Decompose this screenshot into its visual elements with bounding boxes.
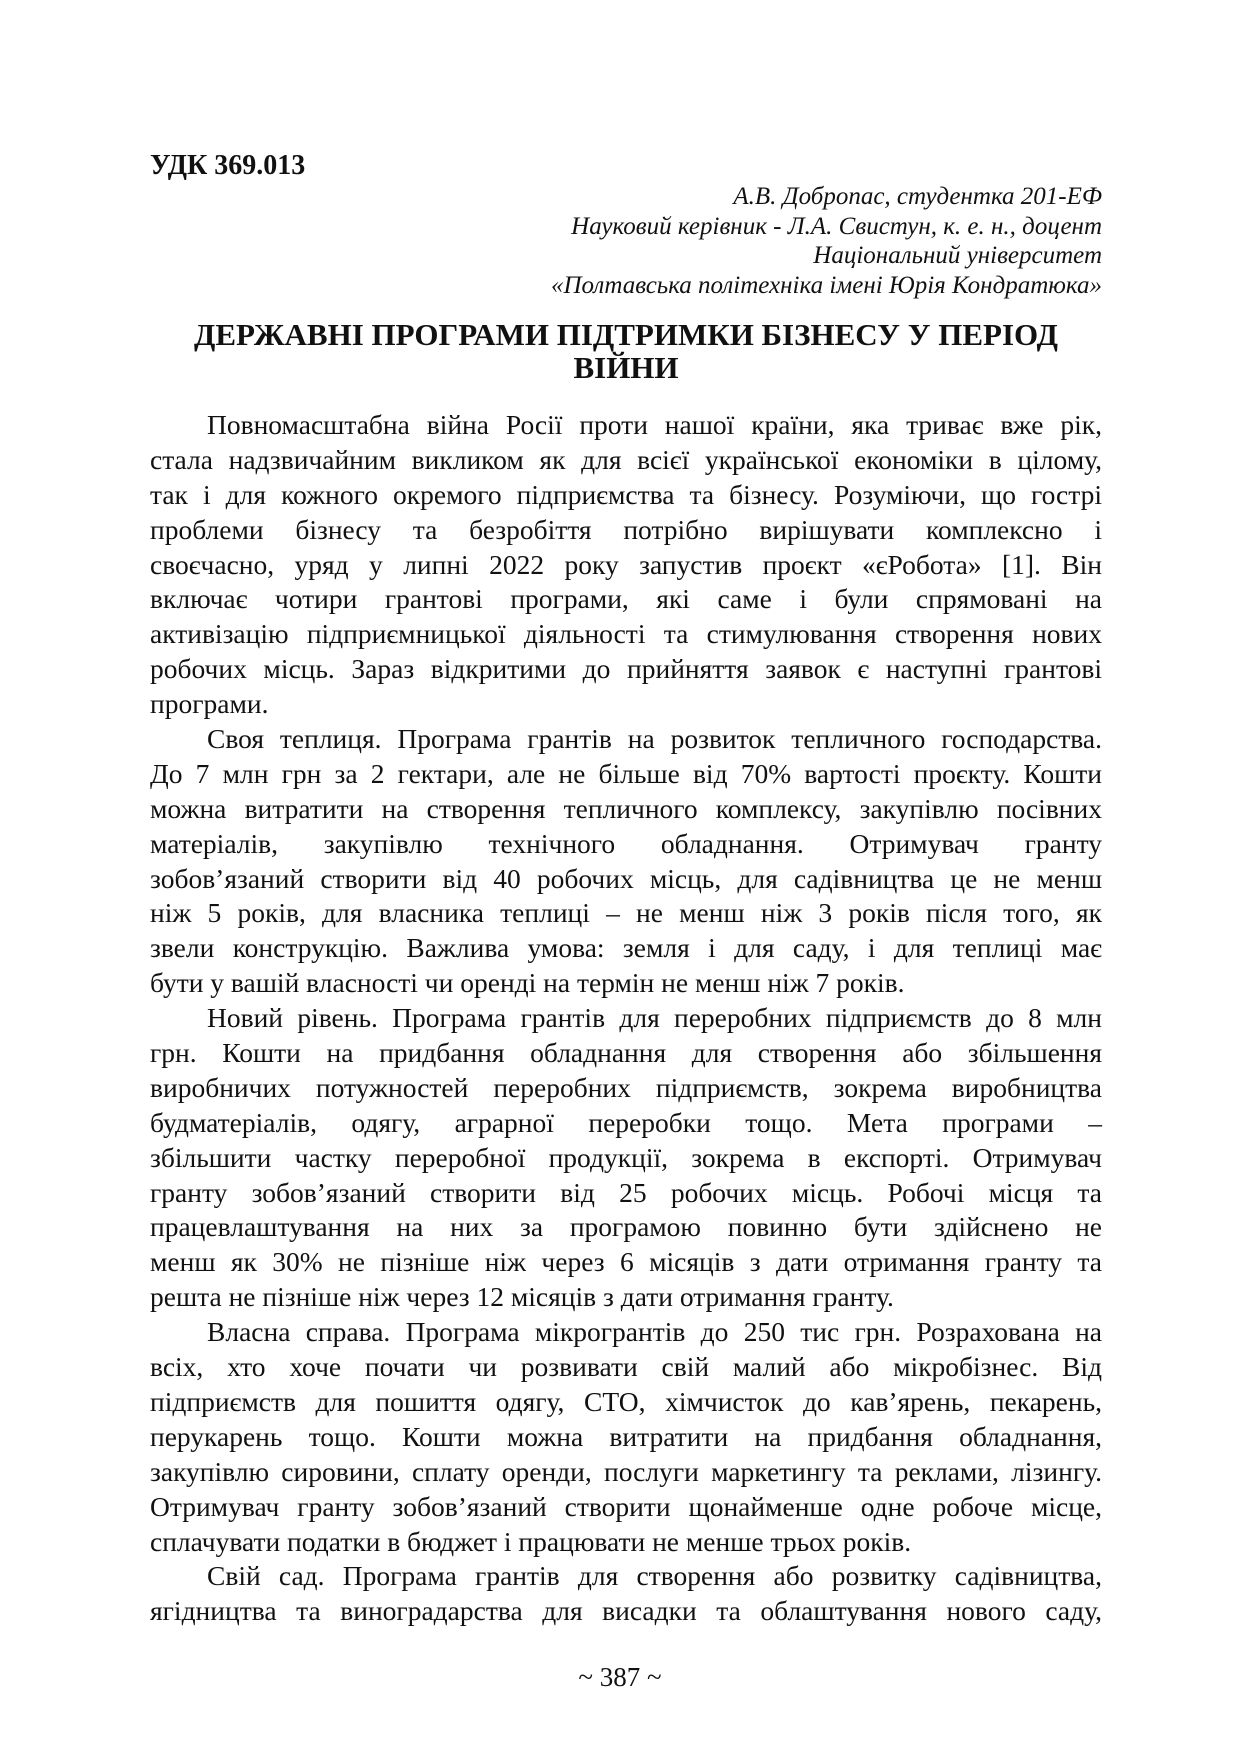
article-title — [150, 318, 1102, 384]
text-line: Новий рівень. Програма грантів для переробних підприємств до 8 млн — [207, 1002, 1102, 1034]
text-line: працевлаштування на них за програмою повинно бути здійснено не — [150, 1211, 1102, 1243]
text-line: грн. Кошти на придбання обладнання для створення або збільшення — [150, 1037, 1102, 1069]
page-number: ~ 387 ~ — [578, 1662, 662, 1692]
author-block — [551, 182, 1102, 300]
text-line: своєчасно, уряд у липні 2022 року запустив проєкт «єРобота» [1]. Він — [150, 548, 1102, 580]
text-line: ягідництва та виноградарства для висадки та облаштування нового саду, — [150, 1595, 1102, 1627]
text-line: Повномасштабна війна Росії проти нашої країни, яка триває вже рік, — [207, 409, 1102, 440]
text-line: підприємств для пошиття одягу, СТО, хімчисток до кав’ярень, пекарень, — [150, 1385, 1102, 1417]
university-name-line: «Полтавська політехніка імені Юрія Кондратюка» — [551, 271, 1102, 299]
text-line: Своя теплиця. Програма грантів на розвиток тепличного господарства. — [207, 723, 1102, 755]
text-line: бути у вашій власності чи оренді на термін не менш ніж 7 років. — [150, 967, 905, 999]
paragraph — [150, 1315, 1102, 1559]
text-line: зобов’язаний створити від 40 робочих місць, для садівництва це не менш — [150, 862, 1102, 894]
text-line: менш як 30% не пізніше ніж через 6 місяців з дати отримання гранту та — [150, 1246, 1102, 1278]
udk-code: УДК 369.013 — [150, 150, 306, 181]
supervisor-line: Науковий керівник - Л.А. Свистун, к. е. н., доцент — [571, 212, 1102, 240]
text-line: активізацію підприємницької діяльності та стимулювання створення нових — [150, 618, 1102, 650]
text-line: всіх, хто хоче почати чи розвивати свій малий або мікробізнес. Від — [150, 1351, 1102, 1383]
paragraph — [150, 408, 1102, 722]
university-line: Національний університет — [813, 242, 1102, 269]
article-body — [150, 408, 1102, 1629]
text-line: збільшити частку переробної продукції, зокрема в експорті. Отримувач — [150, 1141, 1102, 1173]
text-line: виробничих потужностей переробних підприємств, зокрема виробництва — [150, 1071, 1102, 1103]
text-line: До 7 млн грн за 2 гектари, але не більше від 70% вартості проєкту. Кошти — [150, 757, 1102, 789]
text-line: проблеми бізнесу та безробіття потрібно вирішувати комплексно і — [150, 513, 1102, 545]
title-line: ДЕРЖАВНІ ПРОГРАМИ ПІДТРИМКИ БІЗНЕСУ У ПЕРІОД — [194, 317, 1058, 352]
author-line: А.В. Добропас, студентка 201-ЕФ — [733, 183, 1102, 210]
text-line: так і для кожного окремого підприємства та бізнесу. Розуміючи, що гострі — [150, 478, 1102, 510]
text-line: включає чотири грантові програми, які саме і були спрямовані на — [150, 583, 1102, 615]
text-line: Свій сад. Програма грантів для створення або розвитку садівництва, — [207, 1560, 1102, 1592]
text-line: закупівлю сировини, сплату оренди, послуги маркетингу та реклами, лізингу. — [150, 1455, 1102, 1487]
title-line: ВІЙНИ — [573, 350, 679, 385]
text-line: програми. — [150, 688, 269, 720]
text-line: звели конструкцію. Важлива умова: земля і для саду, і для теплиці має — [150, 932, 1102, 964]
text-line: стала надзвичайним викликом як для всієї української економіки в цілому, — [150, 443, 1102, 475]
text-line: можна витратити на створення тепличного комплексу, закупівлю посівних — [150, 792, 1102, 824]
text-line: решта не пізніше ніж через 12 місяців з дати отримання гранту. — [150, 1281, 894, 1313]
text-line: гранту зобов’язаний створити від 25 робочих місць. Робочі місця та — [150, 1176, 1102, 1208]
text-line: Отримувач гранту зобов’язаний створити щонайменше одне робоче місце, — [150, 1490, 1102, 1522]
text-line: сплачувати податки в бюджет і працювати не менше трьох років. — [150, 1525, 912, 1557]
paragraph — [150, 1559, 1102, 1629]
paragraph — [150, 1001, 1102, 1315]
paragraph — [150, 722, 1102, 1001]
text-line: будматеріалів, одягу, аграрної переробки тощо. Мета програми – — [150, 1106, 1102, 1138]
text-line: Власна справа. Програма мікрогрантів до 250 тис грн. Розрахована на — [207, 1316, 1102, 1348]
text-line: перукарень тощо. Кошти можна витратити на придбання обладнання, — [150, 1420, 1102, 1452]
text-line: ніж 5 років, для власника теплиці – не менш ніж 3 років після того, як — [150, 897, 1102, 929]
text-line: матеріалів, закупівлю технічного обладнання. Отримувач гранту — [150, 827, 1102, 859]
text-line: робочих місць. Зараз відкритими до прийняття заявок є наступні грантові — [150, 653, 1102, 685]
